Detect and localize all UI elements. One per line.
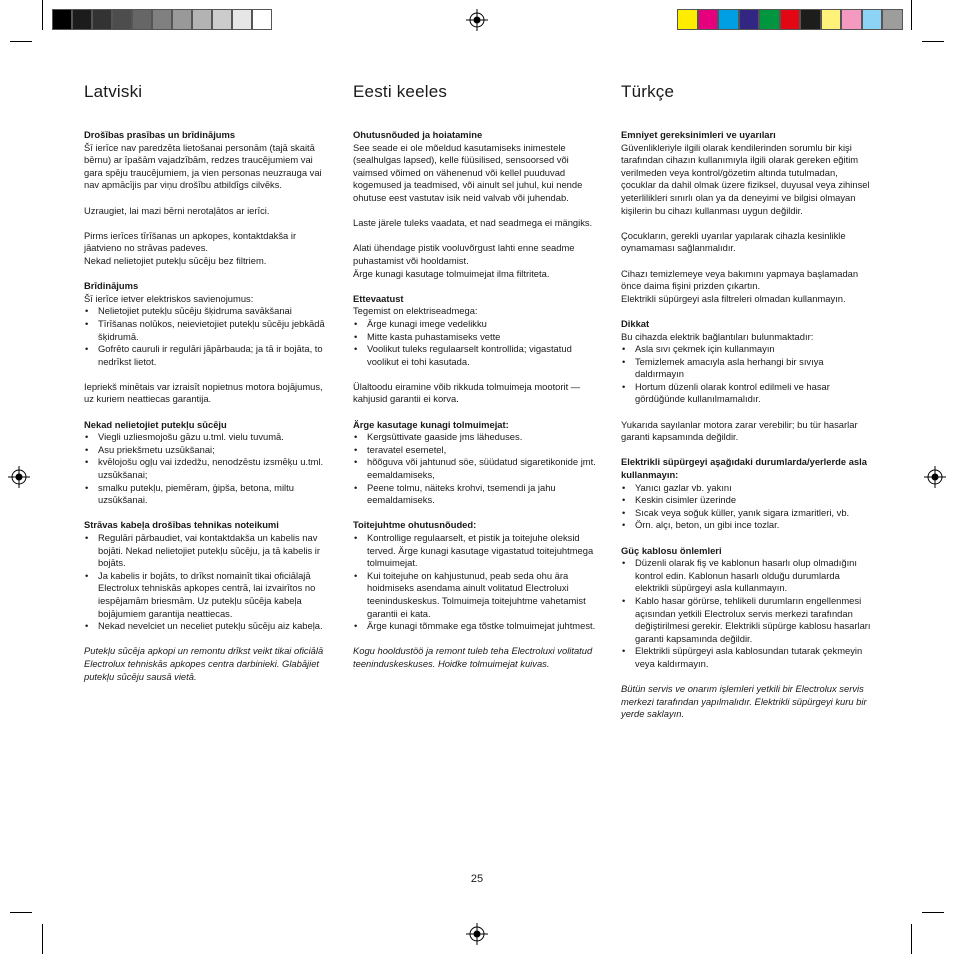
list-item: • Tīrīšanas nolūkos, neievietojiet putekļu sūcēju jebkādā šķidrumā. [84, 318, 334, 343]
spacer [84, 406, 334, 419]
crop-mark-icon [42, 0, 43, 30]
subsection-heading: Emniyet gereksinimleri ve uyarıları [621, 129, 776, 140]
color-swatch [152, 9, 172, 30]
list-item: • Düzenli olarak fiş ve kablonun hasarlı olup olmadığını kontrol edin. Kablonun hasarlı olduğu durumlarda elektrikli süpürgeyi asla kullanmayın. [621, 557, 871, 595]
color-swatch [112, 9, 132, 30]
list-item: • Ja kabelis ir bojāts, to drīkst nomainīt tikai oficiālajā Electrolux tehniskās apkopes centrā, lai izvairītos no iespējamām briesmām. Uz putekļu sūcēja kabeļa bojājumiem garantija neattiecas. [84, 570, 334, 620]
color-swatch [739, 9, 760, 30]
list-item: • Peene tolmu, näiteks krohvi, tsemendi ja jahu eemaldamiseks. [353, 482, 603, 507]
list-item: • Elektrikli süpürgeyi asla kablosundan tutarak çekmeyin veya kaldırmayın. [621, 645, 871, 670]
list-item: • teravatel esemetel, [353, 444, 603, 457]
bullet-list [353, 431, 603, 507]
color-swatch [862, 9, 883, 30]
section-title: Türkçe [621, 82, 675, 101]
paragraph: Šī ierīce nav paredzēta lietošanai personām (tajā skaitā bērnu) ar īpašām vajadzībām, redzes traucējumiem vai gara spēju traucējumiem, ja vien personas neuzrauga vai nav apmācījis par viņu drošību atbildīgs cilvēks. [84, 141, 322, 191]
spacer [621, 217, 871, 230]
color-swatch [718, 9, 739, 30]
subsection-heading: Drošības prasības un brīdinājums [84, 129, 236, 140]
bullet-list [353, 532, 603, 633]
paragraph: Uzraugiet, lai mazi bērni nerotaļātos ar ierīci. [84, 204, 270, 216]
spacer [621, 305, 871, 318]
color-swatch [132, 9, 152, 30]
service-note: Kogu hooldustöö ja remont tuleb teha Electroluxi volitatud teeninduskeskuses. Hoidke tolmuimejat kuivas. [353, 645, 593, 669]
spacer [84, 217, 334, 230]
registration-mark-icon [8, 466, 30, 488]
column-turkish [621, 82, 871, 721]
paragraph: Ärge kunagi kasutage tolmuimejat ilma filtriteta. [353, 267, 550, 279]
list-item: • Kui toitejuhe on kahjustunud, peab seda ohu ära hoidmiseks asendama ainult volitatud Electroluxi teeninduskeskus. Tolmuimeja toitejuhtme vahetamist garantii ei kata. [353, 570, 603, 620]
subsection-heading: Ohutusnõuded ja hoiatamine [353, 129, 483, 140]
list-item: • Viegli uzliesmojošu gāzu u.tml. vielu tuvumā. [84, 431, 334, 444]
paragraph: Çocukların, gerekli uyarılar yapılarak cihazla kesinlikle oynamaması sağlanmalıdır. [621, 229, 846, 254]
subsection-heading: Güç kablosu önlemleri [621, 544, 722, 556]
list-item: • Asla sıvı çekmek için kullanmayın [621, 343, 871, 356]
color-swatch [677, 9, 698, 30]
list-item: • Mitte kasta puhastamiseks vette [353, 331, 603, 344]
color-swatch [192, 9, 212, 30]
paragraph: Nekad nelietojiet putekļu sūcēju bez filtriem. [84, 254, 267, 266]
paragraph: Tegemist on elektriseadmega: [353, 305, 478, 317]
bullet-list [84, 532, 334, 633]
color-swatch [759, 9, 780, 30]
spacer [84, 268, 334, 281]
color-swatch [841, 9, 862, 30]
list-item: • Kontrollige regulaarselt, et pistik ja toitejuhe oleksid terved. Ärge kunagi kasutage vigastatud toitejuhtmega tolmuimejat. [353, 532, 603, 570]
list-item: • Sıcak veya soğuk küller, yanık sigara izmaritleri, vb. [621, 507, 871, 520]
spacer [353, 507, 603, 520]
crop-mark-icon [911, 0, 912, 30]
service-note: Bütün servis ve onarım işlemleri yetkili bir Electrolux servis merkezi tarafından yapılmalıdır. Elektrikli süpürgeyi kuru bir yerde saklayın. [621, 683, 867, 720]
list-item: • Nelietojiet putekļu sūcēju šķidruma savākšanai [84, 305, 334, 318]
spacer [621, 532, 871, 545]
list-item: • smalku putekļu, piemēram, ģipša, betona, miltu uzsūkšanai. [84, 482, 334, 507]
color-swatch [698, 9, 719, 30]
list-item: • Kergsüttivate gaaside jms läheduses. [353, 431, 603, 444]
spacer [353, 280, 603, 293]
bullet-list [621, 482, 871, 532]
spacer [84, 507, 334, 520]
spacer [84, 192, 334, 205]
paragraph: Alati ühendage pistik vooluvõrgust lahti enne seadme puhastamist või hooldamist. [353, 242, 575, 266]
column-estonian [353, 82, 603, 671]
spacer [621, 406, 871, 419]
color-swatch [232, 9, 252, 30]
paragraph: Bu cihazda elektrik bağlantıları bulunmaktadır: [621, 330, 814, 342]
subsection-heading: Toitejuhtme ohutusnõuded: [353, 519, 477, 531]
spacer [353, 368, 603, 381]
bullet-list [84, 305, 334, 368]
list-item: • Temizlemek amacıyla asla herhangi bir sıvıya daldırmayın [621, 356, 871, 381]
paragraph: Iepriekš minētais var izraisīt nopietnus motora bojājumus, uz kuriem neattiecas garantija. [84, 380, 323, 405]
subsection-heading: Ärge kasutage kunagi tolmuimejat: [353, 418, 509, 430]
paragraph: Laste järele tuleks vaadata, et nad seadmega ei mängiks. [353, 217, 593, 229]
paragraph: Pirms ierīces tīrīšanas un apkopes, kontaktdakša ir jāatvieno no strāvas padeves. [84, 229, 297, 254]
list-item: • Regulāri pārbaudiet, vai kontaktdakša un kabelis nav bojāti. Nekad nelietojiet putekļu sūcēju, ja tā kabelis ir bojāts. [84, 532, 334, 570]
registration-mark-icon [924, 466, 946, 488]
list-item: • Ärge kunagi imege vedelikku [353, 318, 603, 331]
paragraph: Yukarıda sayılanlar motora zarar verebilir; bu tür hasarlar garanti kapsamında değildir. [621, 418, 858, 443]
list-item: • Gofrēto cauruli ir regulāri jāpārbauda; ja tā ir bojāta, to nedrīkst lietot. [84, 343, 334, 368]
subsection-heading: Dikkat [621, 317, 650, 329]
spacer [621, 255, 871, 268]
registration-mark-icon [466, 9, 488, 31]
color-swatch [252, 9, 272, 30]
spacer [353, 230, 603, 243]
bullet-list [621, 557, 871, 670]
color-swatch [92, 9, 112, 30]
bullet-list [84, 431, 334, 507]
subsection-heading: Elektrikli süpürgeyi aşağıdaki durumlarda/yerlerde asla kullanmayın: [621, 456, 867, 481]
crop-mark-icon [911, 924, 912, 954]
color-swatch [52, 9, 72, 30]
subsection-heading: Ettevaatust [353, 292, 404, 304]
list-item: • Yanıcı gazlar vb. yakını [621, 482, 871, 495]
section-title: Eesti keeles [353, 82, 448, 101]
list-item: • Voolikut tuleks regulaarselt kontrollida; vigastatud voolikut ei tohi kasutada. [353, 343, 603, 368]
crop-mark-icon [10, 41, 32, 42]
color-swatch [172, 9, 192, 30]
paragraph: Güvenlikleriyle ilgili olarak kendilerinden sorumlu bir kişi tarafından cihazın kullanımıyla ilgili olarak gereken eğitim verilmeden veya kontrol/gözetim altında tutulmadan, çocuklar da dahil olmak üzere fiziksel, duyusal veya zihinsel yeterlilikleri sınırlı olan ya da deneyimi ve bilgisi olmayan kişilerin bu cihazı kullanması uygun değildir. [621, 141, 870, 216]
spacer [84, 368, 334, 381]
list-item: • Nekad nevelciet un neceliet putekļu sūcēju aiz kabeļa. [84, 620, 334, 633]
crop-mark-icon [922, 912, 944, 913]
spacer [621, 444, 871, 457]
list-item: • kvēlojošu ogļu vai izdedžu, nenodzēstu izsmēķu u.tml. uzsūkšanai; [84, 456, 334, 481]
bullet-list [621, 343, 871, 406]
color-swatch [882, 9, 903, 30]
color-swatch [780, 9, 801, 30]
paragraph: Ülaltoodu eiramine võib rikkuda tolmuimeja mootorit — kahjusid garantii ei korva. [353, 380, 581, 405]
color-swatch [212, 9, 232, 30]
service-note: Putekļu sūcēja apkopi un remontu drīkst veikt tikai oficiālā Electrolux tehniskās apkopes centra darbinieki. Glabājiet putekļu sūcēju sausā vietā. [84, 645, 324, 682]
list-item: • Örn. alçı, beton, un gibi ince tozlar. [621, 519, 871, 532]
paragraph: Cihazı temizlemeye veya bakımını yapmaya başlamadan önce daima fişini prizden çıkartın. [621, 267, 859, 292]
crop-mark-icon [10, 912, 32, 913]
list-item: • Asu priekšmetu uzsūkšanai; [84, 444, 334, 457]
spacer [621, 671, 871, 684]
spacer [353, 406, 603, 419]
spacer [84, 633, 334, 646]
grayscale-color-bar [52, 9, 272, 30]
list-item: • Kablo hasar görürse, tehlikeli durumların engellenmesi açısından yetkili Electrolux servis merkezi tarafından değiştirilmesi gerekir. Elektrikli süpürge kablosu hasarları garanti kapsamında değildir. [621, 595, 871, 645]
list-item: • Hortum düzenli olarak kontrol edilmeli ve hasar gördüğünde kullanılmamalıdır. [621, 381, 871, 406]
paragraph: See seade ei ole mõeldud kasutamiseks inimestele (sealhulgas lapsed), kelle füüsilised, sensoorsed või vaimsed võimed on vähenenud või kellel puuduvad kogemused ja teadmised, või ainult sel juhul, kui nende ohutuse eest vastutav isik neid valvab või juhendab. [353, 141, 583, 203]
spacer [353, 633, 603, 646]
list-item: • hõõguva või jahtunud söe, süüdatud sigaretikonide jmt. eemaldamiseks, [353, 456, 603, 481]
subsection-heading: Nekad nelietojiet putekļu sūcēju [84, 418, 227, 430]
section-title: Latviski [84, 82, 143, 101]
list-item: • Keskin cisimler üzerinde [621, 494, 871, 507]
color-swatch [800, 9, 821, 30]
paragraph: Elektrikli süpürgeyi asla filtreleri olmadan kullanmayın. [621, 292, 846, 304]
column-latvian [84, 82, 334, 683]
color-swatch [821, 9, 842, 30]
bullet-list [353, 318, 603, 368]
crop-mark-icon [922, 41, 944, 42]
spacer [353, 205, 603, 218]
list-item: • Ärge kunagi tõmmake ega tõstke tolmuimejat juhtmest. [353, 620, 603, 633]
color-swatch [72, 9, 92, 30]
process-color-bar [677, 9, 903, 30]
crop-mark-icon [42, 924, 43, 954]
subsection-heading: Strāvas kabeļa drošības tehnikas noteikumi [84, 519, 279, 531]
registration-mark-icon [466, 923, 488, 945]
subsection-heading: Brīdinājums [84, 280, 139, 292]
paragraph: Šī ierīce ietver elektriskos savienojumus: [84, 292, 254, 304]
page-number: 25 [470, 873, 484, 885]
